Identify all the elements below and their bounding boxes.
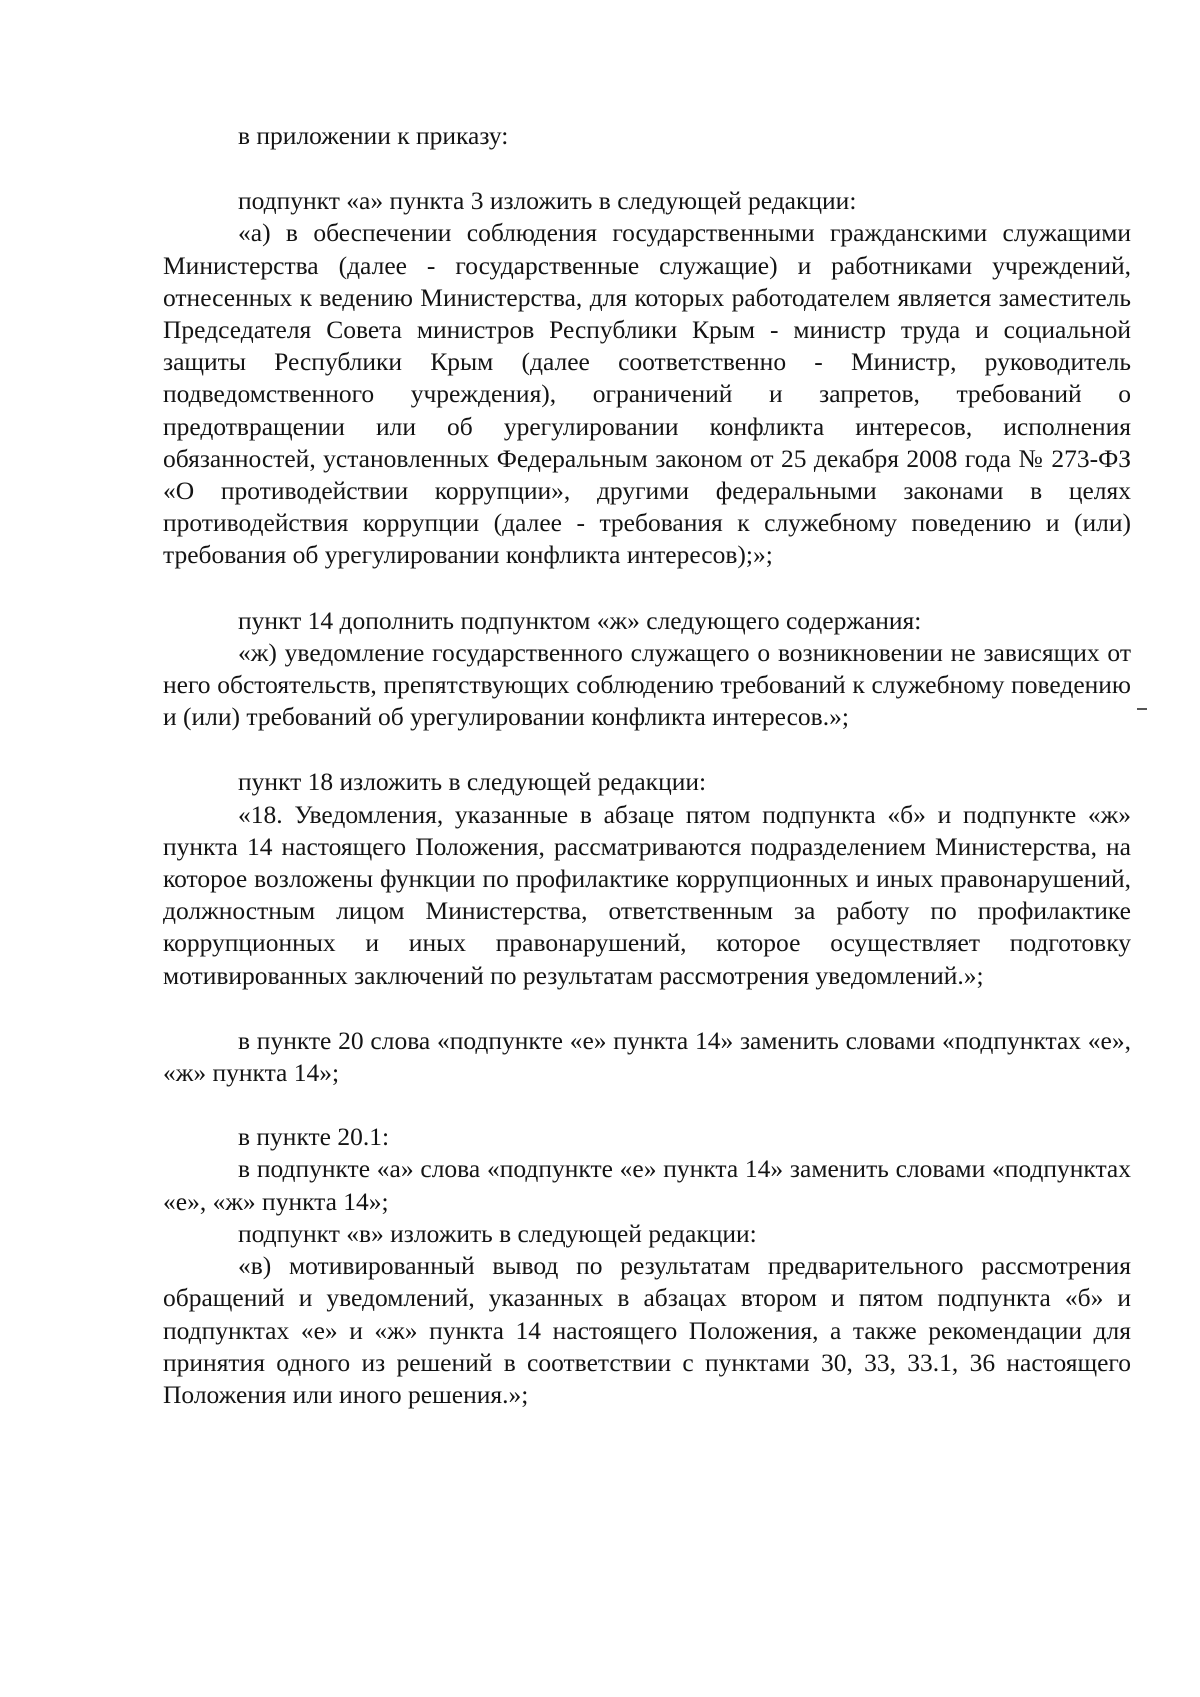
paragraph-subclause-a-heading: подпункт «а» пункта 3 изложить в следующей редакции: [238,186,857,216]
paragraph-clause-14-heading: пункт 14 дополнить подпунктом «ж» следующего содержания: [238,605,922,635]
document-body [163,120,1131,1411]
paragraph-appendix-intro: в приложении к приказу: [238,121,509,150]
paragraph-clause-20: в пункте 20 слова «подпункте «е» пункта 14» заменить словами «подпунктах «е», «ж» пункта 14»; [163,1025,1131,1088]
paragraph-subclause-v-text: «в) мотивированный вывод по результатам предварительного рассмотрения обращений и уведомлений, указанных в абзацах втором и пятом подпункта «б» и подпунктах «е» и «ж» пункта 14 настоящего Положения, а также рекомендации для принятия одного из решений в соответствии с пунктами 30, 33, 33.1, 36 настоящего Положения или иного решения.»; [163,1251,1131,1409]
paragraph-subclause-a-text: «а) в обеспечении соблюдения государственными гражданскими служащими Министерства (далее - государственные служащие) и работниками учреждений, отнесенных к ведению Министерства, для которых работодателем является заместитель Председателя Совета министров Республики Крым - министр труда и социальной защиты Республики Крым (далее соответственно - Министр, руководитель подведомственного учреждения), ограничений и запретов, требований о предотвращении или об урегулировании конфликта интересов, исполнения обязанностей, установленных Федеральным законом от 25 декабря 2008 года № 273-ФЗ «О противодействии коррупции», другими федеральными законами в целях противодействия коррупции (далее - требования к служебному поведению и (или) требования об урегулировании конфликта интересов);»; [163,218,1131,570]
paragraph-clause-20-1-heading: в пункте 20.1: [238,1122,390,1152]
scan-speck [1137,708,1147,710]
paragraph-clause-18-text: «18. Уведомления, указанные в абзаце пятом подпункта «б» и подпункте «ж» пункта 14 настоящего Положения, рассматриваются подразделением Министерства, на которое возложены функции по профилактике коррупционных и иных правонарушений, должностным лицом Министерства, ответственным за работу по профилактике коррупционных и иных правонарушений, которое осуществляет подготовку мотивированных заключений по результатам рассмотрения уведомлений.»; [163,799,1131,990]
paragraph-subclause-v-heading: подпункт «в» изложить в следующей редакции: [238,1218,757,1248]
paragraph-clause-20-1-subclause-a: в подпункте «а» слова «подпункте «е» пункта 14» заменить словами «подпунктах «е», «ж» пункта 14»; [163,1154,1131,1216]
paragraph-clause-18-heading: пункт 18 изложить в следующей редакции: [238,767,707,797]
paragraph-subclause-zh-text: «ж) уведомление государственного служащего о возникновении не зависящих от него обстоятельств, препятствующих соблюдению требований к служебному поведению и (или) требований об урегулировании конфликта интересов.»; [163,637,1131,732]
